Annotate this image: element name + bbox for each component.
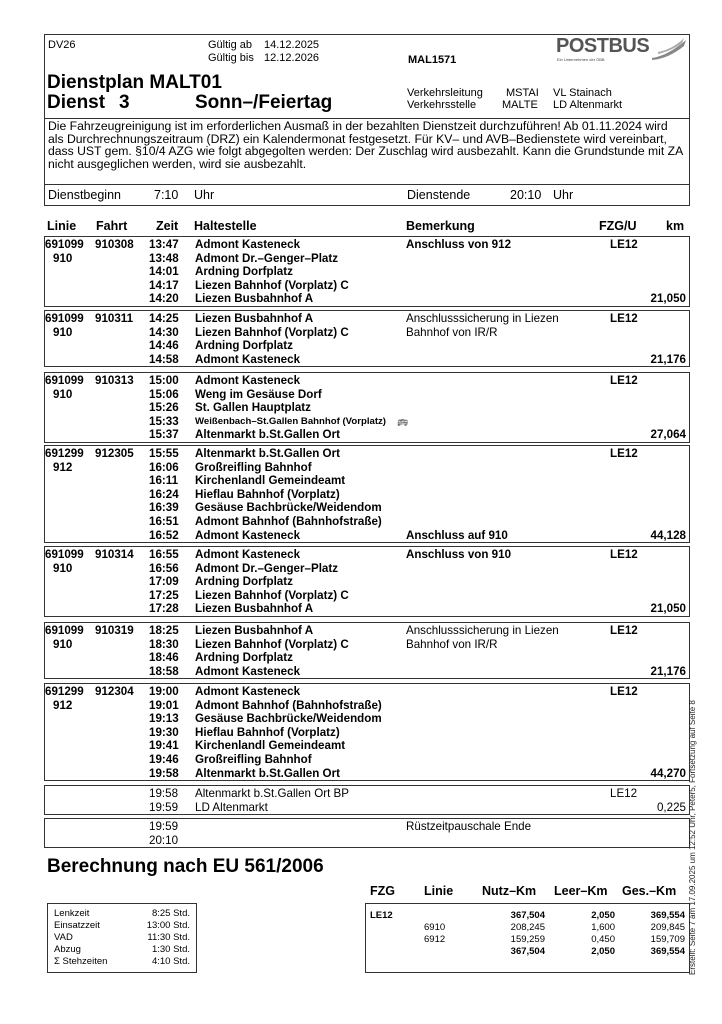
vehicle-type: LE12: [610, 312, 638, 325]
cleaning-note: Die Fahrzeugreinigung ist im erforderlichen Ausmaß in der bezahlten Dienstzeit durchzuführen! Ab 01.11.2024 wird als Durchrechnungszeitraum (DRZ) ein Kalendermonat festgesetzt. Für KV– und AVB–Bedienstete wird vereinbart, dass UST gem. §10/4 AZG wie folgt abgegolten werden: Der Zuschlag wird ausbezahlt. Kann die Grundstunde mit ZA nicht ausgeglichen werden, wird sie ausbezahlt.: [44, 118, 690, 185]
stop-row: [45, 447, 689, 461]
stop-row: [45, 801, 689, 815]
stop-row: [45, 339, 689, 353]
stop-time: 16:06: [149, 460, 179, 474]
line-short: 910: [53, 561, 73, 575]
stop-row: [45, 374, 689, 388]
km-summary-box: [365, 903, 690, 973]
bus-stop-icon: 🚌: [397, 415, 409, 426]
km-col-ges: Ges.–Km: [622, 884, 677, 898]
verkehrsleitung-name: VL Stainach: [553, 87, 612, 99]
plan-code: DV26: [48, 39, 76, 51]
valid-to-label: Gültig bis: [208, 52, 254, 64]
calc-title: Berechnung nach EU 561/2006: [47, 856, 324, 877]
stop-name: Altenmarkt b.St.Gallen Ort: [195, 447, 340, 460]
vehicle-type: LE12: [610, 624, 638, 637]
verkehrsstelle-code: MALTE: [502, 99, 538, 111]
stop-remark: Bahnhof von IR/R: [406, 637, 498, 651]
trip-km: 21,176: [650, 664, 686, 678]
summary-value: 11:30 Std.: [147, 932, 190, 943]
stop-row: [45, 562, 689, 576]
line-short: 910: [53, 325, 73, 339]
km-ges: 369,554: [650, 910, 685, 921]
stop-row: [45, 238, 689, 252]
km-leer: 2,050: [591, 946, 615, 957]
stop-time: 14:17: [149, 278, 179, 292]
stop-time: 18:46: [149, 651, 179, 665]
line-short: 910: [53, 387, 73, 401]
km-col-nutz: Nutz–Km: [482, 884, 537, 898]
duty-times: [44, 184, 690, 206]
trip-block: [44, 546, 690, 617]
verkehrsleitung-code: MSTAI: [506, 87, 539, 99]
stop-name: Gesäuse Bachbrücke/Weidendom: [195, 501, 382, 515]
trip-number: 910311: [95, 312, 134, 325]
stop-name: Gesäuse Bachbrücke/Weidendom: [195, 712, 382, 726]
stop-name: Hieflau Bahnhof (Vorplatz): [195, 725, 340, 739]
km-col-leer: Leer–Km: [554, 884, 608, 898]
stop-time: 14:30: [149, 325, 179, 339]
km-linie: 6910: [424, 922, 446, 933]
stop-time: 19:46: [149, 753, 179, 766]
trip-block: [44, 622, 690, 679]
stop-name: Ardning Dorfplatz: [195, 265, 293, 279]
stop-name: Ardning Dorfplatz: [195, 339, 293, 353]
km-ges: 209,845: [650, 922, 685, 933]
stop-time: 16:52: [149, 528, 179, 542]
stop-time: 19:58: [149, 766, 179, 780]
stop-time: 15:33: [149, 414, 179, 428]
valid-from: 14.12.2025: [264, 39, 320, 51]
stop-name: Altenmarkt b.St.Gallen Ort: [195, 766, 340, 780]
stop-row: [45, 474, 689, 488]
line-number: 691299: [45, 685, 84, 698]
trip-number: 910319: [95, 624, 134, 637]
km-linie: 6912: [424, 934, 446, 945]
col-km: km: [666, 219, 685, 233]
stop-name: Admont Bahnhof (Bahnhofstraße): [195, 515, 382, 528]
km-row: [366, 922, 689, 934]
duty-end-unit: Uhr: [553, 188, 574, 202]
vehicle-type: LE12: [610, 238, 638, 251]
vehicle-type: LE12: [610, 787, 638, 800]
stop-name: Admont Dr.–Genger–Platz: [195, 251, 339, 265]
km-nutz: 367,504: [510, 946, 545, 957]
trip-block: [44, 683, 690, 781]
stop-time: 16:51: [149, 515, 179, 528]
stop-remark: Bahnhof von IR/R: [406, 325, 498, 339]
line-number: 691099: [45, 312, 84, 325]
summary-row: [54, 944, 190, 956]
stop-row: [45, 726, 689, 740]
km-leer: 1,600: [591, 922, 615, 933]
col-fzg: FZG/U: [599, 219, 637, 233]
trip-block: [44, 372, 690, 443]
summary-value: 8:25 Std.: [151, 908, 190, 919]
stop-row: [45, 326, 689, 340]
vehicle-type: LE12: [610, 447, 638, 460]
stop-time: 16:55: [149, 548, 179, 561]
summary-row: [54, 932, 190, 944]
stop-row: [45, 820, 689, 834]
vehicle-type: LE12: [610, 548, 638, 561]
trip-km: 21,176: [650, 352, 686, 366]
stop-time: 19:41: [149, 739, 179, 753]
plan-title: Dienstplan MALT01: [47, 72, 222, 93]
stop-name: Ardning Dorfplatz: [195, 575, 293, 589]
stop-time: 19:58: [149, 787, 179, 800]
stop-time: 14:25: [149, 312, 179, 325]
stop-name: LD Altenmarkt: [195, 800, 268, 814]
stop-name: Kirchenlandl Gemeindeamt: [195, 739, 346, 753]
stop-time: 19:13: [149, 712, 179, 726]
km-nutz: 367,504: [510, 910, 545, 921]
stop-row: [45, 461, 689, 475]
km-nutz: 208,245: [510, 922, 545, 933]
stop-name: Ardning Dorfplatz: [195, 651, 293, 665]
stop-time: 15:00: [149, 374, 179, 387]
day-type: Sonn–/Feiertag: [195, 92, 333, 113]
duty-start-unit: Uhr: [194, 188, 215, 202]
stop-time: 20:10: [149, 833, 179, 847]
stop-time: 15:06: [149, 387, 179, 401]
header-box: [44, 34, 690, 119]
stop-time: 15:55: [149, 447, 179, 460]
stop-remark: Anschlusssicherung in Liezen: [406, 624, 559, 637]
stop-row: [45, 292, 689, 306]
km-row: [366, 910, 689, 922]
stop-time: 19:01: [149, 698, 179, 712]
postbus-logo: [556, 36, 686, 66]
summary-label: Σ Stehzeiten: [54, 956, 108, 967]
stop-row: [45, 279, 689, 293]
stop-remark: Anschluss von 910: [406, 548, 512, 561]
km-leer: 2,050: [591, 910, 615, 921]
stop-name: Liezen Busbahnhof A: [195, 292, 314, 306]
stop-time: 19:30: [149, 725, 179, 739]
km-col-linie: Linie: [424, 884, 454, 898]
stop-name: Admont Dr.–Genger–Platz: [195, 561, 339, 575]
km-ges: 159,709: [650, 934, 685, 945]
stop-row: [45, 252, 689, 266]
stop-row: [45, 501, 689, 515]
summary-row: [54, 908, 190, 920]
trip-number: 910308: [95, 238, 134, 251]
summary-row: [54, 956, 190, 968]
stop-time: 19:59: [149, 800, 179, 814]
stop-time: 19:00: [149, 685, 179, 698]
stop-time: 14:46: [149, 339, 179, 353]
stop-name: Liezen Bahnhof (Vorplatz) C: [195, 325, 349, 339]
stop-remark: Anschluss von 912: [406, 238, 512, 251]
line-short: 910: [53, 251, 73, 265]
stop-time: 18:30: [149, 637, 179, 651]
stop-name: Admont Kasteneck: [195, 238, 301, 251]
stop-name: Großreifling Bahnhof: [195, 460, 312, 474]
line-short: 912: [53, 460, 73, 474]
doc-id: MAL1571: [408, 54, 457, 66]
time-summary-box: [47, 903, 197, 973]
stop-time: 16:56: [149, 561, 179, 575]
stop-name: Altenmarkt b.St.Gallen Ort: [195, 428, 340, 442]
col-fahrt: Fahrt: [96, 219, 128, 233]
trip-block: [44, 818, 690, 848]
stop-row: [45, 529, 689, 543]
stop-row: [45, 624, 689, 638]
verkehrsstelle-label: Verkehrsstelle: [407, 99, 477, 111]
line-short: 910: [53, 637, 73, 651]
summary-value: 1:30 Std.: [151, 944, 190, 955]
stop-name: Weißenbach–St.Gallen Bahnhof (Vorplatz): [195, 415, 387, 427]
stop-time: 16:39: [149, 501, 179, 515]
stop-time: 13:47: [149, 238, 179, 251]
stop-row: [45, 589, 689, 603]
stop-name: Liezen Busbahnhof A: [195, 602, 314, 616]
trip-number: 910314: [95, 548, 134, 561]
stop-row: [45, 415, 689, 429]
stop-time: 14:01: [149, 265, 179, 279]
stop-row: [45, 638, 689, 652]
stop-name: Admont Kasteneck: [195, 528, 301, 542]
col-linie: Linie: [47, 219, 77, 233]
stop-name: Liezen Bahnhof (Vorplatz) C: [195, 637, 349, 651]
stop-name: Großreifling Bahnhof: [195, 753, 312, 766]
verkehrsstelle-name: LD Altenmarkt: [553, 99, 623, 111]
duty-end-label: Dienstende: [407, 188, 471, 202]
line-number: 691099: [45, 548, 84, 561]
stop-time: 17:25: [149, 588, 179, 602]
stop-row: [45, 834, 689, 848]
vehicle-type: LE12: [610, 685, 638, 698]
stop-time: 14:58: [149, 352, 179, 366]
stop-row: [45, 312, 689, 326]
stop-name: Admont Kasteneck: [195, 664, 301, 678]
stop-row: [45, 739, 689, 753]
verkehrsleitung-label: Verkehrsleitung: [407, 87, 483, 99]
stop-time: 15:37: [149, 428, 179, 442]
trip-block: [44, 785, 690, 815]
stop-time: 14:20: [149, 292, 179, 306]
stop-time: 16:11: [149, 474, 179, 488]
stop-time: 18:58: [149, 664, 179, 678]
trip-km: 44,128: [650, 528, 686, 542]
stop-row: [45, 753, 689, 767]
stop-name: Admont Kasteneck: [195, 685, 301, 698]
stop-name: Weng im Gesäuse Dorf: [195, 387, 322, 401]
stop-name: Liezen Bahnhof (Vorplatz) C: [195, 588, 349, 602]
valid-to: 12.12.2026: [264, 52, 320, 64]
stop-row: [45, 602, 689, 616]
trip-km: 21,050: [650, 602, 686, 616]
summary-label: VAD: [54, 932, 73, 943]
stop-name: Liezen Busbahnhof A: [195, 624, 314, 637]
line-short: 912: [53, 698, 73, 712]
line-number: 691099: [45, 624, 84, 637]
footer-created: Erstellt: Seite 7 am 17.09.2025 um 12:52 Uhr, Peter5, Fortsetzung auf Seite 8: [688, 700, 697, 975]
stop-remark: Anschluss auf 910: [406, 528, 508, 542]
stop-name: Altenmarkt b.St.Gallen Ort BP: [195, 787, 349, 800]
valid-from-label: Gültig ab: [208, 39, 253, 51]
stop-time: 15:26: [149, 401, 179, 415]
trip-km: 21,050: [650, 292, 686, 306]
stop-row: [45, 515, 689, 529]
stop-name: Admont Kasteneck: [195, 548, 301, 561]
vehicle-type: LE12: [610, 374, 638, 387]
dienst-label: Dienst: [47, 92, 106, 113]
stop-name: Liezen Busbahnhof A: [195, 312, 314, 325]
stop-time: 13:48: [149, 251, 179, 265]
stop-time: 17:09: [149, 575, 179, 589]
line-number: 691099: [45, 238, 84, 251]
km-row: [366, 946, 689, 958]
col-haltestelle: Haltestelle: [194, 219, 257, 233]
stop-row: [45, 428, 689, 442]
stop-row: [45, 712, 689, 726]
col-zeit: Zeit: [156, 219, 179, 233]
stop-row: [45, 575, 689, 589]
stop-row: [45, 265, 689, 279]
trip-number: 912305: [95, 447, 134, 460]
stop-row: [45, 401, 689, 415]
km-ges: 369,554: [650, 946, 685, 957]
stop-time: 17:28: [149, 602, 179, 616]
logo-swoosh-icon: [648, 38, 688, 60]
km-row: [366, 934, 689, 946]
stop-row: [45, 665, 689, 679]
stop-name: Hieflau Bahnhof (Vorplatz): [195, 487, 340, 501]
trip-block: [44, 445, 690, 543]
trip-km: 27,064: [650, 428, 686, 442]
duty-start-label: Dienstbeginn: [48, 188, 121, 202]
stop-remark: Anschlusssicherung in Liezen: [406, 312, 559, 325]
summary-row: [54, 920, 190, 932]
stop-row: [45, 548, 689, 562]
line-number: 691099: [45, 374, 84, 387]
logo-text: POSTBUS: [556, 35, 650, 57]
summary-label: Abzug: [54, 944, 81, 955]
stop-name: Admont Kasteneck: [195, 352, 301, 366]
stop-row: [45, 651, 689, 665]
stop-row: [45, 685, 689, 699]
stop-name: Admont Kasteneck: [195, 374, 301, 387]
trip-block: [44, 310, 690, 367]
summary-label: Lenkzeit: [54, 908, 90, 919]
duty-end: 20:10: [510, 188, 542, 202]
stop-time: 16:24: [149, 487, 179, 501]
stop-name: St. Gallen Hauptplatz: [195, 401, 311, 415]
trip-km: 44,270: [650, 766, 686, 780]
line-number: 691299: [45, 447, 84, 460]
stop-remark: Rüstzeitpauschale Ende: [406, 820, 532, 833]
trip-number: 910313: [95, 374, 134, 387]
stop-time: 19:59: [149, 820, 179, 833]
summary-value: 4:10 Std.: [151, 956, 190, 967]
km-fzg: LE12: [370, 910, 393, 921]
stop-name: Admont Bahnhof (Bahnhofstraße): [195, 698, 382, 712]
stop-row: [45, 388, 689, 402]
col-bemerkung: Bemerkung: [406, 219, 475, 233]
dienst-number: 3: [119, 92, 130, 113]
trip-block: [44, 236, 690, 307]
duty-start: 7:10: [154, 188, 179, 202]
stop-row: [45, 787, 689, 801]
trip-number: 912304: [95, 685, 134, 698]
summary-value: 13:00 Std.: [146, 920, 190, 931]
stop-row: [45, 353, 689, 367]
summary-label: Einsatzzeit: [54, 920, 100, 931]
stop-name: Liezen Bahnhof (Vorplatz) C: [195, 278, 349, 292]
km-nutz: 159,259: [510, 934, 545, 945]
stop-row: [45, 767, 689, 781]
logo-tagline: Ein Unternehmen der ÖBB: [557, 57, 605, 62]
stop-time: 18:25: [149, 624, 179, 637]
km-col-fzg: FZG: [370, 884, 395, 898]
km-leer: 0,450: [591, 934, 615, 945]
stop-row: [45, 488, 689, 502]
stop-name: Kirchenlandl Gemeindeamt: [195, 474, 346, 488]
stop-row: [45, 699, 689, 713]
trip-km: 0,225: [656, 800, 686, 814]
